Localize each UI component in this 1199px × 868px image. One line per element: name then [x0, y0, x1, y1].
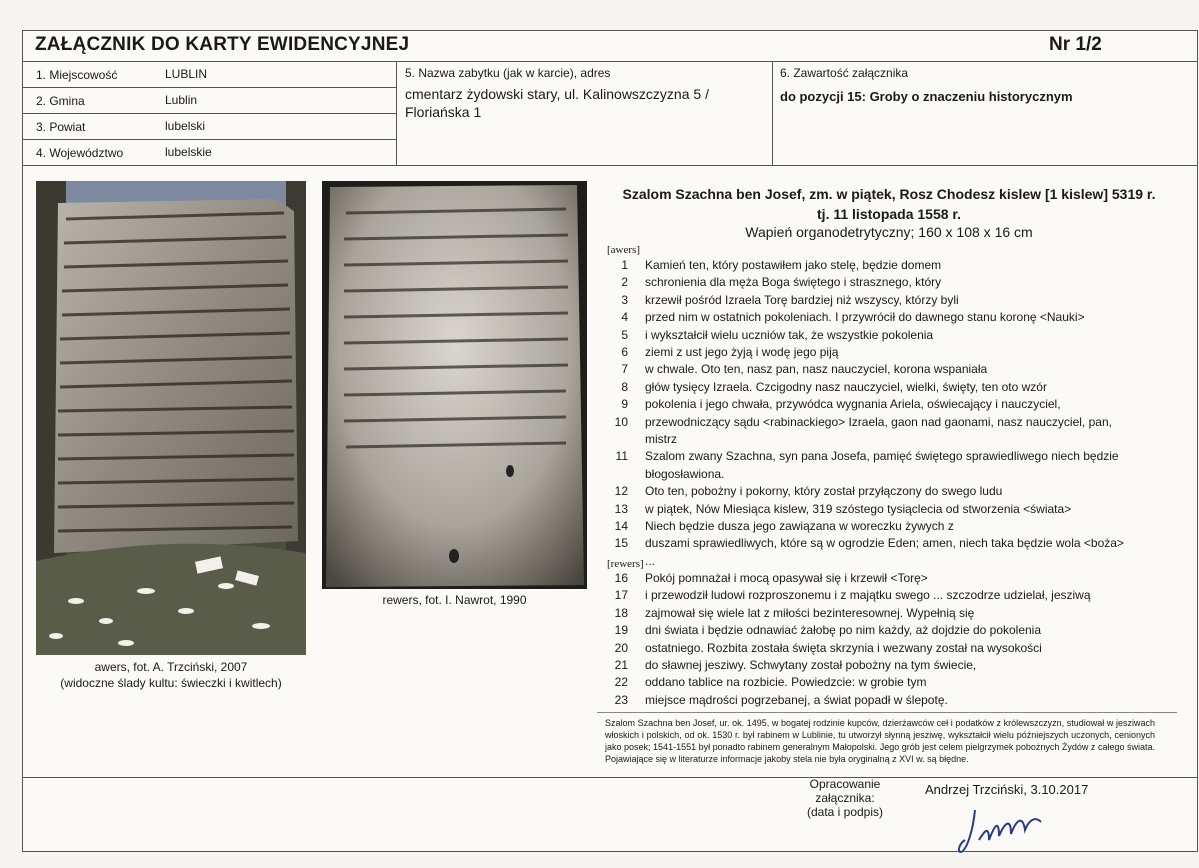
- line-number: 14: [614, 519, 628, 533]
- line-text: oddano tablice na rozbicie. Powiedzcie: w grobie tym: [645, 675, 927, 690]
- line-number: 15: [614, 536, 628, 551]
- line-text: głów tysięcy Izraela. Czcigodny nasz nauczyciel, wielki, święty, ten oto wzór: [645, 379, 1047, 394]
- material-line: Wapień organodetrytyczny; 160 x 108 x 16 cm: [745, 224, 1033, 240]
- prepared-by-line-2: (data i podpis): [806, 805, 884, 819]
- line-text: miejsce mądrości pogrzebanej, a świat popadł w ślepotę.: [645, 692, 948, 707]
- handwritten-signature: [955, 800, 1055, 860]
- translation-line: [600, 518, 1160, 534]
- prepared-by-line-1: Opracowanie załącznika:: [809, 777, 881, 805]
- document-title: ZAŁĄCZNIK DO KARTY EWIDENCYJNEJ: [35, 34, 410, 55]
- grid-line: [22, 165, 1198, 166]
- line-number: 5: [621, 327, 628, 342]
- grid-line: [22, 113, 396, 114]
- translation-line: [600, 657, 1160, 673]
- bio-separator: [597, 712, 1177, 713]
- field-value-miejscowosc: LUBLIN: [165, 67, 208, 81]
- field-value-zawartosc: do pozycji 15: Groby o znaczeniu historycznym: [780, 89, 1073, 104]
- line-number: 8: [621, 379, 628, 394]
- line-number: 2: [621, 275, 628, 290]
- line-text: błogosławiona.: [645, 466, 725, 481]
- line-text: schronienia dla męża Boga świętego i strasznego, który: [645, 275, 942, 290]
- translation-line: [600, 309, 1160, 325]
- line-text: przed nim w ostatnich pokoleniach. I przywrócił do dawnego stanu koronę <Nauki>: [645, 310, 1085, 325]
- grid-line: [772, 61, 773, 165]
- translation-line: [600, 535, 1160, 551]
- translation-line: [600, 674, 1160, 690]
- heading-line-1: Szalom Szachna ben Josef, zm. w piątek, Rosz Chodesz kislew [1 kislew] 5319 r.: [622, 186, 1156, 202]
- line-number: 11: [615, 449, 628, 464]
- line-text: przewodniczący sądu <rabinackiego> Izraela, gaon nad gaonami, nasz nauczyciel, pan,: [645, 414, 1112, 429]
- translation-line: [600, 605, 1160, 621]
- field-label-powiat: 3. Powiat: [36, 120, 86, 134]
- field-value-gmina: Lublin: [165, 93, 198, 107]
- translation-line: [600, 640, 1160, 656]
- heading-line-2: tj. 11 listopada 1558 r.: [817, 206, 961, 222]
- awers-section-label: [awers]: [607, 244, 640, 256]
- rewers-section-label: [rewers]: [607, 558, 644, 570]
- line-number: 9: [621, 397, 628, 412]
- line-text: w piątek, Nów Miesiąca kislew, 319 szóstego tysiąclecia od stworzenia <świata>: [645, 501, 1072, 516]
- biography-note: Szalom Szachna ben Josef, ur. ok. 1495, w bogatej rodzinie kupców, dzierżawców ceł i podatków z królewszczyzn, studiował w jesziwach włoskich i polskich, od ok. 1530 r. był rabinem w Lublinie, tu utworzył słynną jesziwę, wykształcił wielu późniejszych uczonych, cenionych jako posek; 1541-1551 był ponadto rabinem generalnym Małopolski. Jego grób jest celem pielgrzymek pobożnych Żydów z całego świata. Pojawiające się w literaturze informacje jakoby stela nie była oryginalną z XVI w. są błędne.: [605, 718, 1155, 764]
- field-label-nazwa: 5. Nazwa zabytku (jak w karcie), adres: [405, 66, 611, 80]
- grid-line: [22, 61, 1198, 62]
- line-text: Szalom zwany Szachna, syn pana Josefa, pamięć świętego sprawiedliwego niech będzie: [645, 449, 1119, 464]
- translation-line: [600, 361, 1160, 377]
- translation-line: [600, 553, 1160, 569]
- translation-line: [600, 431, 1160, 447]
- heading: [600, 184, 1178, 224]
- line-number: 23: [614, 692, 628, 707]
- translation-line: [600, 274, 1160, 290]
- line-text: dni świata i będzie odnawiać żałobę po nim każdy, aż dojdzie do pokolenia: [645, 623, 1042, 638]
- field-value-nazwa-1: cmentarz żydowski stary, ul. Kalinowszczyzna 5 /: [405, 86, 709, 102]
- line-text: Oto ten, pobożny i pokorny, który został przyłączony do swego ludu: [645, 484, 1003, 499]
- translation-line: [600, 587, 1160, 603]
- field-label-gmina: 2. Gmina: [36, 94, 85, 108]
- line-number: 21: [614, 658, 628, 672]
- line-number: 6: [621, 345, 628, 359]
- footer-line: [22, 777, 1198, 778]
- translation-line: [600, 414, 1160, 430]
- line-number: 17: [614, 588, 628, 603]
- line-number: 1: [621, 258, 628, 272]
- line-number: 12: [614, 484, 628, 499]
- translation-line: [600, 344, 1160, 360]
- translation-line: [600, 396, 1160, 412]
- field-value-powiat: lubelski: [165, 119, 206, 133]
- tombstone-rewers-image: [322, 181, 587, 589]
- translation-line: [600, 483, 1160, 499]
- line-number: 20: [614, 640, 628, 655]
- translation-line: [600, 448, 1160, 464]
- line-text: ostatniego. Rozbita została święta skrzynia i wezwany został na wysokości: [645, 640, 1042, 655]
- field-label-wojewodztwo: 4. Województwo: [36, 146, 124, 160]
- field-label-zawartosc: 6. Zawartość załącznika: [780, 66, 909, 80]
- line-number: 22: [614, 675, 628, 690]
- line-number: 19: [614, 623, 628, 638]
- line-number: 3: [621, 292, 628, 307]
- line-text: i przewodził ludowi rozproszonemu i z majątku swego ... szczodrze udzielał, jesziwą: [645, 588, 1091, 603]
- line-text: Kamień ten, który postawiłem jako stelę, będzie domem: [645, 258, 942, 272]
- awers-caption-2: (widoczne ślady kultu: świeczki i kwitlech): [60, 676, 282, 690]
- line-text: mistrz: [645, 432, 677, 446]
- grid-line: [22, 87, 396, 88]
- field-value-nazwa-2: Floriańska 1: [405, 104, 482, 120]
- line-number: 7: [621, 362, 628, 377]
- field-label-miejscowosc: 1. Miejscowość: [36, 68, 118, 82]
- translation-line: [600, 501, 1160, 517]
- translation-line: [600, 327, 1160, 343]
- line-text: zajmował się wiele lat z miłości bezinteresownej. Wypełnią się: [645, 605, 975, 620]
- line-text: w chwale. Oto ten, nasz pan, nasz nauczyciel, korona wspaniała: [645, 362, 988, 377]
- line-number: 4: [621, 310, 628, 325]
- line-text: do sławnej jesziwy. Schwytany został pobożny na tym świecie,: [645, 658, 977, 672]
- line-text: ziemi z ust jego żyją i wodę jego piją: [645, 345, 839, 359]
- author-date: Andrzej Trzciński, 3.10.2017: [925, 782, 1089, 797]
- line-number: 13: [614, 501, 628, 516]
- prepared-by-label: [782, 777, 908, 819]
- tombstone-awers-image: [36, 181, 306, 655]
- line-text: Niech będzie dusza jego zawiązana w woreczku żywych z: [645, 519, 954, 533]
- translation-line: [600, 379, 1160, 395]
- grid-line: [396, 61, 397, 165]
- awers-photo: [36, 181, 306, 655]
- line-text: duszami sprawiedliwych, które są w ogrodzie Eden; amen, niech taka będzie wola <boża>: [645, 536, 1124, 551]
- translation-line: [600, 466, 1160, 482]
- rewers-caption: rewers, fot. I. Nawrot, 1990: [382, 593, 527, 607]
- rewers-photo: [322, 181, 587, 589]
- document-number: Nr 1/2: [1049, 34, 1102, 55]
- line-text: pokolenia i jego chwała, przywódca wygnania Ariela, oświecający i nauczyciel,: [645, 397, 1061, 412]
- line-text: krzewił pośród Izraela Torę bardziej niż wszyscy, którzy byli: [645, 292, 959, 307]
- awers-caption-1: awers, fot. A. Trzciński, 2007: [94, 660, 248, 674]
- line-number: 18: [614, 605, 628, 620]
- translation-line: [600, 292, 1160, 308]
- translation-line: [600, 622, 1160, 638]
- translation-line: [600, 692, 1160, 708]
- grid-line: [22, 139, 396, 140]
- line-text: Pokój pomnażał i mocą opasywał się i krzewił <Torę>: [645, 571, 928, 585]
- line-number: 10: [614, 414, 628, 429]
- translation-line: [600, 570, 1160, 586]
- line-text: ...: [645, 553, 656, 568]
- line-text: i wykształcił wielu uczniów tak, że wszystkie pokolenia: [645, 327, 934, 342]
- translation-line: [600, 257, 1160, 273]
- field-value-wojewodztwo: lubelskie: [165, 145, 212, 159]
- line-number: 16: [614, 571, 628, 585]
